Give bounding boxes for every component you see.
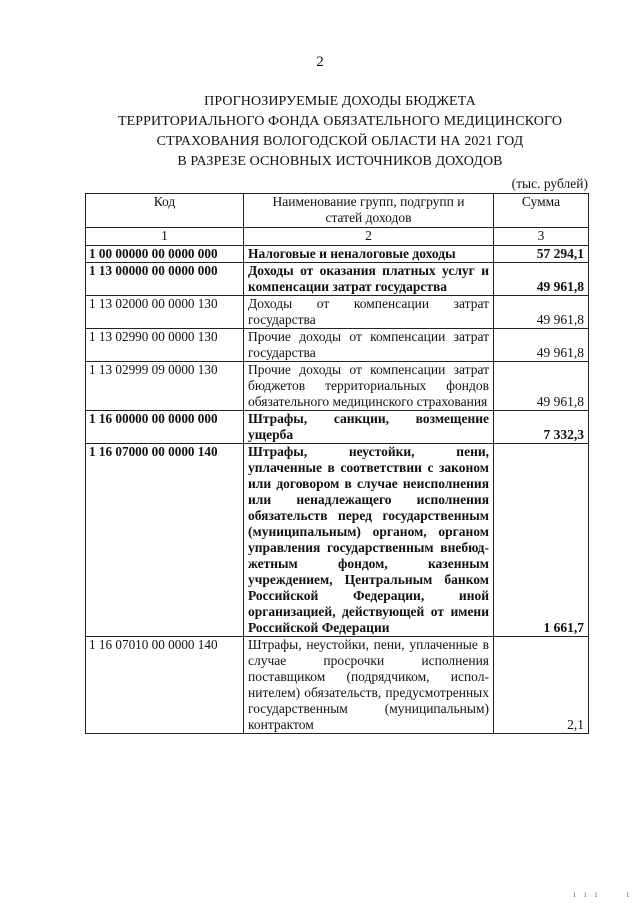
row-amount: 49 961,8 <box>494 329 589 362</box>
row-code: 1 16 00000 00 0000 000 <box>86 411 244 444</box>
column-number: 1 <box>86 228 244 246</box>
row-code: 1 16 07000 00 0000 140 <box>86 444 244 637</box>
column-number: 3 <box>494 228 589 246</box>
title-line: В РАЗРЕЗЕ ОСНОВНЫХ ИСТОЧНИКОВ ДОХОДОВ <box>177 154 503 169</box>
table-row <box>86 444 589 637</box>
title-line: ТЕРРИТОРИАЛЬНОГО ФОНДА ОБЯЗАТЕЛЬНОГО МЕДИЦИНСКОГО <box>117 114 563 129</box>
row-code: 1 13 00000 00 0000 000 <box>86 263 244 296</box>
title-line: СТРАХОВАНИЯ ВОЛОГОДСКОЙ ОБЛАСТИ НА 2021 ГОД <box>156 134 524 149</box>
corner-mark: ı ı ı ı <box>567 889 632 899</box>
header-name: Наименование групп, подгрупп и статей доходов <box>244 194 494 228</box>
row-amount: 7 332,3 <box>494 411 589 444</box>
table-row <box>86 362 589 411</box>
row-name: Налоговые и неналоговые доходы <box>244 246 494 263</box>
table-row <box>86 263 589 296</box>
row-amount: 49 961,8 <box>494 263 589 296</box>
document-title <box>60 92 620 172</box>
row-name: Доходы от компенсации затрат государства <box>244 296 494 329</box>
table-row <box>86 246 589 263</box>
table-row <box>86 329 589 362</box>
column-number: 2 <box>244 228 494 246</box>
row-code: 1 16 07010 00 0000 140 <box>86 637 244 734</box>
units-note: (тыс. рублей) <box>511 176 588 191</box>
table-header-row <box>86 194 589 228</box>
table-row <box>86 296 589 329</box>
row-name: Штрафы, неустойки, пени, уплаченные в случае просрочки исполнения поставщиком (подрядчиком, исполнителем) обязательств, предусмотренных государственным (муниципальным) контрактом <box>244 637 494 734</box>
page-number: 2 <box>316 54 324 70</box>
header-amount: Сумма <box>494 194 589 228</box>
row-code: 1 13 02990 00 0000 130 <box>86 329 244 362</box>
row-code: 1 13 02999 09 0000 130 <box>86 362 244 411</box>
row-amount: 49 961,8 <box>494 362 589 411</box>
row-name: Доходы от оказания платных услуг и компенсации затрат государства <box>244 263 494 296</box>
table-row <box>86 411 589 444</box>
row-amount: 49 961,8 <box>494 296 589 329</box>
column-number-row <box>86 228 589 246</box>
row-name: Штрафы, неустойки, пени, уплаченные в соответствии с законом или договором в случае неисполнения или ненадлежащего исполнения обязательств перед государственным (муниципальным) органом, органом управления государственным внебюджетным фондом, казенным учреждением, Центральным банком Российской Федерации, иной организацией, действующей от имени Российской Федерации <box>244 444 494 637</box>
row-amount: 1 661,7 <box>494 444 589 637</box>
row-name: Штрафы, санкции, возмещение ущерба <box>244 411 494 444</box>
row-code: 1 00 00000 00 0000 000 <box>86 246 244 263</box>
row-name: Прочие доходы от компенсации затрат государства <box>244 329 494 362</box>
row-amount: 2,1 <box>494 637 589 734</box>
row-amount: 57 294,1 <box>494 246 589 263</box>
revenue-table <box>85 193 589 734</box>
row-code: 1 13 02000 00 0000 130 <box>86 296 244 329</box>
title-line: ПРОГНОЗИРУЕМЫЕ ДОХОДЫ БЮДЖЕТА <box>204 94 476 109</box>
row-name: Прочие доходы от компенсации затрат бюджетов территориальных фондов обязательного медицинского страхования <box>244 362 494 411</box>
header-code: Код <box>86 194 244 228</box>
table-row <box>86 637 589 734</box>
